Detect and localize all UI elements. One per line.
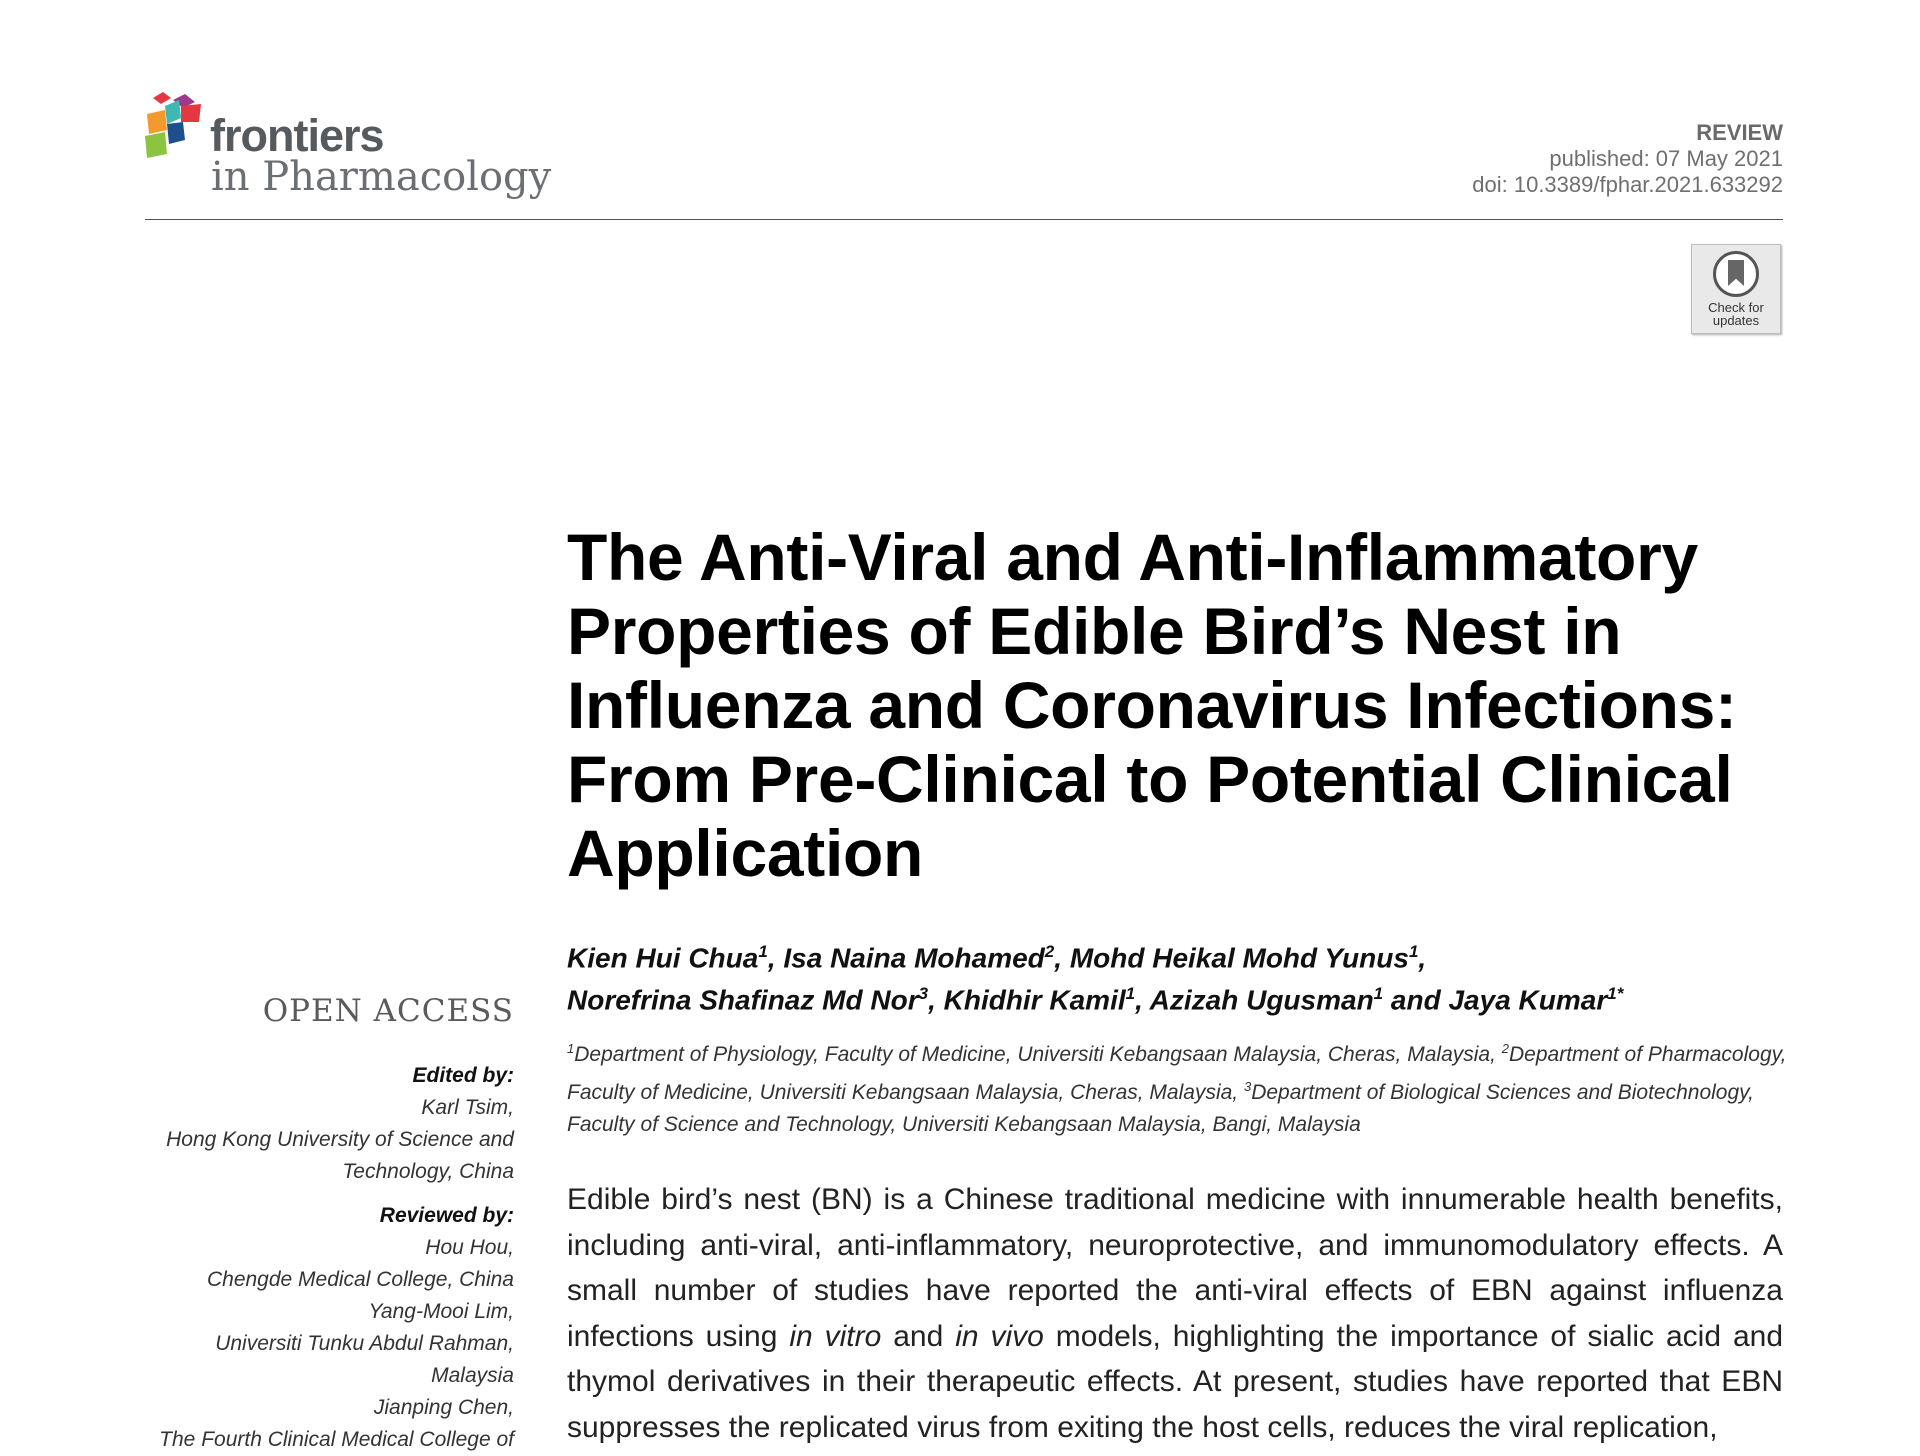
journal-brand: frontiers: [210, 110, 384, 161]
check-updates-label-1: Check for: [1708, 300, 1764, 315]
editor-line: Technology, China: [342, 1160, 514, 1183]
editor-line: Karl Tsim,: [421, 1096, 514, 1119]
open-access-label: OPEN ACCESS: [262, 993, 514, 1029]
author-affiliation-number: 1: [1125, 984, 1136, 1004]
author-affiliation-number: 1: [1408, 942, 1419, 961]
reviewer-line: Malaysia: [431, 1364, 514, 1387]
editor-line: Hong Kong University of Science and: [166, 1128, 514, 1151]
frontiers-logo-mark-icon: [145, 92, 205, 168]
abstract-italic-term: in vitro: [789, 1319, 882, 1353]
author-name[interactable]: Kien Hui Chua: [567, 942, 759, 974]
author-name[interactable]: Azizah Ugusman: [1149, 984, 1374, 1016]
abstract-italic-term: in vivo: [955, 1319, 1044, 1353]
author-affiliation-number: 1: [758, 942, 768, 961]
reviewer-line: Universiti Tunku Abdul Rahman,: [215, 1332, 514, 1355]
author-separator: ,: [1418, 942, 1427, 974]
header-divider: [145, 219, 1783, 220]
author-name[interactable]: Jaya Kumar: [1448, 984, 1608, 1016]
affiliation-number: 1: [567, 1041, 575, 1056]
author-affiliation-number: 2: [1044, 942, 1055, 961]
check-updates-label-2: updates: [1712, 313, 1760, 328]
affiliation-text: Department of Physiology, Faculty of Medicine, Universiti Kebangsaan Malaysia, Cheras, Malaysia,: [574, 1043, 1502, 1066]
author-separator: and: [1383, 984, 1449, 1016]
author-name[interactable]: Khidhir Kamil: [943, 984, 1126, 1016]
author-affiliation-number: 3: [918, 984, 929, 1004]
reviewed-by-label: Reviewed by:: [379, 1204, 514, 1227]
reviewer-line: The Fourth Clinical Medical College of: [159, 1428, 514, 1451]
author-separator: ,: [767, 942, 784, 974]
abstract: [567, 1177, 1783, 1450]
author-separator: ,: [1054, 942, 1070, 974]
journal-name: in Pharmacology: [211, 154, 552, 200]
author-separator: ,: [928, 984, 944, 1016]
author-separator: ,: [1135, 984, 1150, 1016]
journal-logo: [145, 92, 565, 212]
reviewer-line: Hou Hou,: [425, 1236, 514, 1259]
author-name[interactable]: Isa Naina Mohamed: [783, 942, 1045, 974]
author-affiliation-number: 1*: [1607, 984, 1624, 1004]
abstract-text: and: [881, 1319, 956, 1353]
reviewer-line: Jianping Chen,: [373, 1396, 514, 1419]
article-type: REVIEW: [1696, 120, 1783, 145]
affiliation-text: Department of Pharmacology, Faculty of Medicine, Universiti Kebangsaan Malaysia, Cheras, Malaysia,: [567, 1043, 1787, 1104]
edited-by-label: Edited by:: [412, 1064, 514, 1087]
article-meta: [1472, 120, 1783, 198]
affiliation-number: 3: [1243, 1079, 1252, 1094]
author-name[interactable]: Mohd Heikal Mohd Yunus: [1069, 942, 1409, 974]
author-name[interactable]: Norefrina Shafinaz Md Nor: [567, 984, 919, 1016]
affiliation-number: 2: [1501, 1041, 1509, 1056]
published-date: published: 07 May 2021: [1549, 146, 1783, 171]
author-list: [567, 934, 1797, 1019]
abstract-text: Edible bird’s nest (BN) is a Chinese traditional medicine with innumerable health benefits, including anti-viral, anti-inflammatory, neuroprotective, and immunomodulatory effects. A small number of studies have reported the anti-viral effects of EBN against influenza infections using: [567, 1183, 1783, 1353]
reviewer-line: Yang-Mooi Lim,: [368, 1300, 514, 1323]
affiliations: [567, 1033, 1792, 1141]
affiliation-text: Department of Biological Sciences and Biotechnology, Faculty of Science and Technology, Universiti Kebangsaan Malaysia, Bangi, Malaysia: [567, 1081, 1754, 1136]
editorial-sidebar: [110, 1060, 514, 1456]
bookmark-icon: [1713, 251, 1759, 297]
abstract-text: models, highlighting the importance of sialic acid and thymol derivatives in their therapeutic effects. At present, studies have reported that EBN suppresses the replicated virus from exiting the host cells, reduces the viral replication,: [567, 1319, 1783, 1444]
doi[interactable]: doi: 10.3389/fphar.2021.633292: [1472, 172, 1783, 197]
author-affiliation-number: 1: [1373, 984, 1384, 1004]
article-title: The Anti-Viral and Anti-Inflammatory Properties of Edible Bird’s Nest in Influenza and Coronavirus Infections: From Pre-Clinical to Potential Clinical Application: [567, 520, 1737, 890]
check-for-updates-button[interactable]: [1691, 244, 1781, 334]
reviewer-line: Chengde Medical College, China: [206, 1268, 514, 1291]
